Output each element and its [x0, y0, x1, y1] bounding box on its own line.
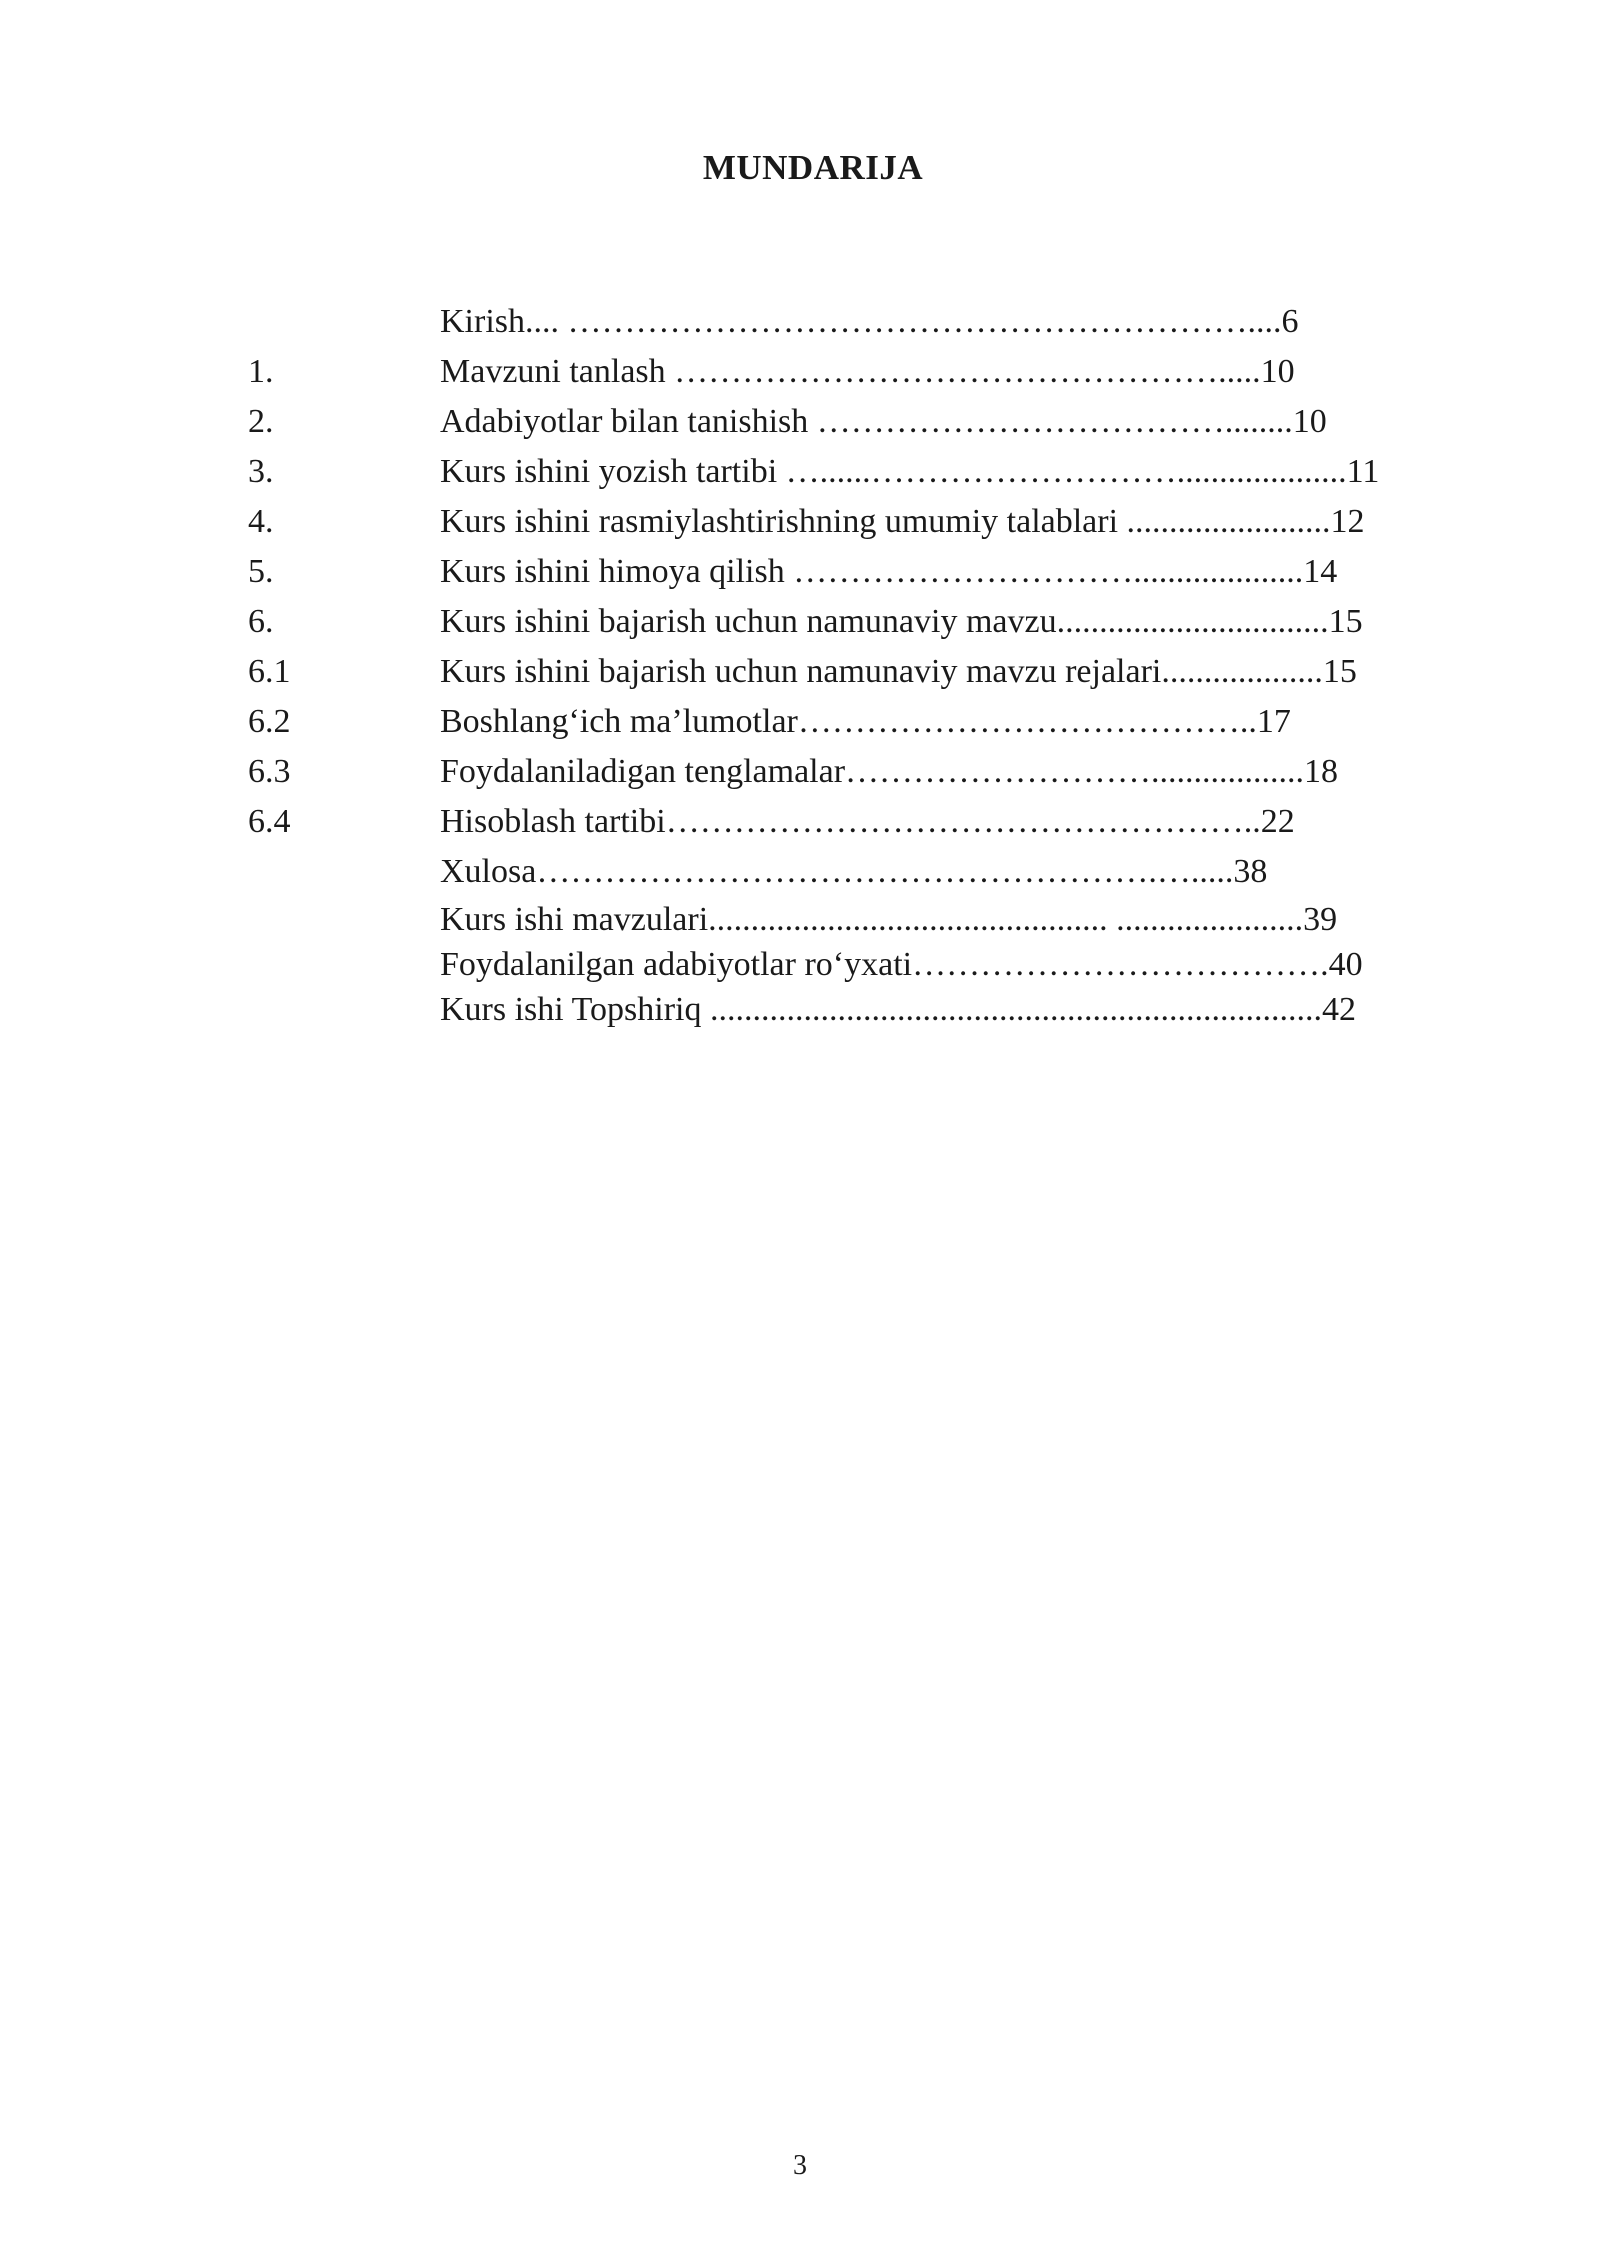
- toc-entry: [248, 347, 1488, 397]
- toc-entry-text: Kirish.... ……………………………………………………....6: [440, 303, 1299, 340]
- toc-entry-text: Boshlang‘ich ma’lumotlar…………………………………..17: [440, 703, 1291, 740]
- toc-entry: [248, 847, 1488, 897]
- toc-entry: [248, 942, 1488, 987]
- toc-entry: [248, 447, 1488, 497]
- toc-entry: [248, 397, 1488, 447]
- toc-entry-text: Adabiyotlar bilan tanishish ………………………………........10: [440, 403, 1327, 440]
- toc-entry-number: 6.4: [248, 803, 291, 840]
- toc-entry-number: 5.: [248, 553, 274, 590]
- toc-entry: [248, 647, 1488, 697]
- toc-entry-text: Foydalanilgan adabiyotlar ro‘yxati……………………………….40: [440, 946, 1363, 983]
- toc-entry-number: 4.: [248, 503, 274, 540]
- toc-entry-text: Kurs ishini yozish tartibi …......………………………....................11: [440, 453, 1380, 490]
- page-title: MUNDARIJA: [702, 148, 924, 187]
- toc-entry: [248, 797, 1488, 847]
- toc-entry-number: 6.3: [248, 753, 291, 790]
- toc-entry-text: Kurs ishini bajarish uchun namunaviy mavzu................................15: [440, 603, 1363, 640]
- table-of-contents: [248, 297, 1488, 1032]
- toc-entry: [248, 897, 1488, 942]
- toc-entry-number: 6.2: [248, 703, 291, 740]
- toc-entry-text: Foydalaniladigan tenglamalar………………………..................18: [440, 753, 1339, 790]
- toc-entry-number: 6.1: [248, 653, 291, 690]
- toc-entry-text: Kurs ishi Topshiriq ........................................................................42: [440, 991, 1356, 1028]
- toc-entry-number: 6.: [248, 603, 274, 640]
- toc-entry-number: 1.: [248, 353, 274, 390]
- toc-entry: [248, 697, 1488, 747]
- toc-entry-number: 3.: [248, 453, 274, 490]
- page-number: 3: [793, 2150, 807, 2181]
- toc-entry-text: Mavzuni tanlash ………………………………………….....10: [440, 353, 1295, 390]
- toc-entry-text: Kurs ishi mavzulari............................................... ......................39: [440, 901, 1338, 938]
- toc-entry: [248, 747, 1488, 797]
- toc-entry-text: Xulosa……………………………………………….….....38: [440, 853, 1268, 890]
- toc-entry-text: Kurs ishini rasmiylashtirishning umumiy talablari ........................12: [440, 503, 1365, 540]
- toc-entry-text: Hisoblash tartibi……………………………………………..22: [440, 803, 1295, 840]
- toc-entry: [248, 297, 1488, 347]
- toc-entry: [248, 597, 1488, 647]
- toc-entry-number: 2.: [248, 403, 274, 440]
- toc-entry-text: Kurs ishini bajarish uchun namunaviy mavzu rejalari...................15: [440, 653, 1357, 690]
- toc-entry: [248, 987, 1488, 1032]
- toc-entry-text: Kurs ishini himoya qilish …………………………....................14: [440, 553, 1338, 590]
- toc-entry: [248, 547, 1488, 597]
- toc-entry: [248, 497, 1488, 547]
